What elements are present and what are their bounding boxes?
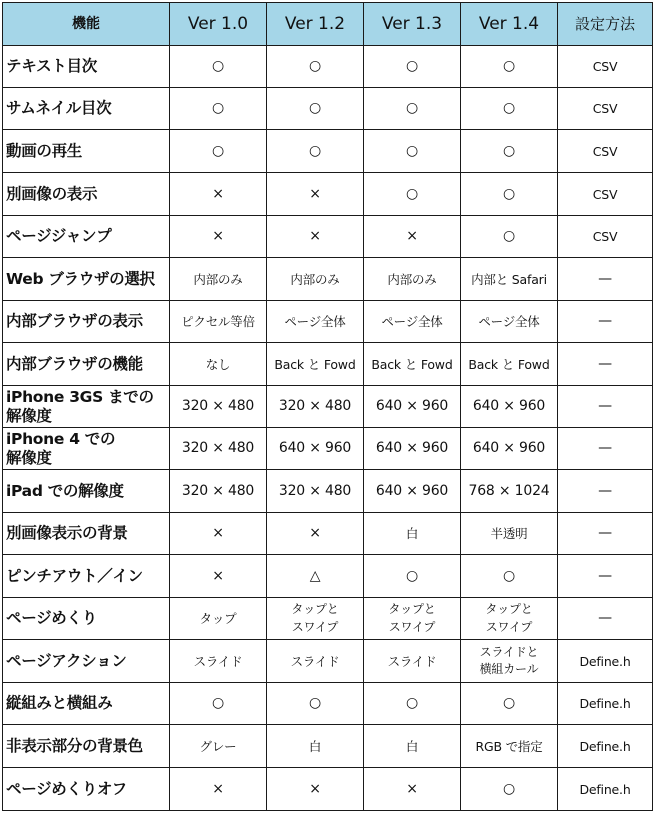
method-cell: —	[558, 258, 653, 301]
ver-1-3-cell: ○	[364, 683, 461, 725]
ver-1-0-cell: 内部のみ	[170, 258, 267, 301]
table-header-row	[3, 3, 653, 46]
feature-cell: ページジャンプ	[3, 216, 170, 258]
feature-comparison-table	[2, 2, 653, 811]
ver-1-3-cell: Back と Fowd	[364, 343, 461, 386]
method-cell: —	[558, 470, 653, 513]
ver-1-4-cell: 内部と Safari	[461, 258, 558, 301]
feature-cell: テキスト目次	[3, 46, 170, 88]
feature-cell: Web ブラウザの選択	[3, 258, 170, 301]
ver-1-3-cell: ×	[364, 768, 461, 811]
ver-1-3-cell: 白	[364, 725, 461, 768]
ver-1-0-cell: 320 × 480	[170, 386, 267, 428]
ver-1-0-cell: ○	[170, 683, 267, 725]
table-row	[3, 46, 653, 88]
ver-1-2-cell: 白	[267, 725, 364, 768]
ver-1-2-cell: ×	[267, 513, 364, 555]
ver-1-3-cell: ページ全体	[364, 301, 461, 343]
ver-1-2-cell: 320 × 480	[267, 386, 364, 428]
table-row	[3, 88, 653, 130]
ver-1-0-cell: ×	[170, 513, 267, 555]
table-row	[3, 513, 653, 555]
feature-cell: サムネイル目次	[3, 88, 170, 130]
ver-1-4-cell: ○	[461, 88, 558, 130]
table-row	[3, 343, 653, 386]
method-cell: CSV	[558, 88, 653, 130]
feature-cell: 別画像の表示	[3, 173, 170, 216]
ver-1-4-cell: 半透明	[461, 513, 558, 555]
ver-1-0-cell: ×	[170, 555, 267, 598]
table-row	[3, 258, 653, 301]
ver-1-3-cell: ○	[364, 130, 461, 173]
method-cell: Define.h	[558, 640, 653, 683]
feature-cell: 縦組みと横組み	[3, 683, 170, 725]
ver-1-0-cell: ×	[170, 216, 267, 258]
method-cell: —	[558, 598, 653, 640]
ver-1-3-cell: 白	[364, 513, 461, 555]
method-cell: CSV	[558, 173, 653, 216]
ver-1-0-cell: 320 × 480	[170, 428, 267, 470]
header-method: 設定方法	[558, 3, 653, 46]
header-feature: 機能	[3, 3, 170, 46]
feature-cell: 内部ブラウザの機能	[3, 343, 170, 386]
ver-1-2-cell: ×	[267, 216, 364, 258]
ver-1-2-cell: ○	[267, 130, 364, 173]
feature-cell: ピンチアウト／イン	[3, 555, 170, 598]
ver-1-3-cell: ○	[364, 173, 461, 216]
method-cell: CSV	[558, 130, 653, 173]
ver-1-4-cell: ○	[461, 46, 558, 88]
ver-1-3-cell: ○	[364, 46, 461, 88]
ver-1-4-cell: スライドと 横組カール	[461, 640, 558, 683]
ver-1-2-cell: スライド	[267, 640, 364, 683]
ver-1-0-cell: ○	[170, 46, 267, 88]
feature-cell: 別画像表示の背景	[3, 513, 170, 555]
table-row	[3, 640, 653, 683]
table-row	[3, 301, 653, 343]
ver-1-2-cell: 内部のみ	[267, 258, 364, 301]
table-row	[3, 598, 653, 640]
ver-1-2-cell: ○	[267, 46, 364, 88]
table-row	[3, 768, 653, 811]
feature-cell: 内部ブラウザの表示	[3, 301, 170, 343]
header-ver-1-2: Ver 1.2	[267, 3, 364, 46]
ver-1-0-cell: ○	[170, 130, 267, 173]
ver-1-2-cell: 640 × 960	[267, 428, 364, 470]
table-row	[3, 555, 653, 598]
ver-1-4-cell: ○	[461, 555, 558, 598]
ver-1-4-cell: タップと スワイプ	[461, 598, 558, 640]
ver-1-3-cell: 640 × 960	[364, 470, 461, 513]
ver-1-2-cell: ○	[267, 88, 364, 130]
method-cell: CSV	[558, 46, 653, 88]
ver-1-0-cell: 320 × 480	[170, 470, 267, 513]
ver-1-2-cell: タップと スワイプ	[267, 598, 364, 640]
table-row	[3, 683, 653, 725]
ver-1-4-cell: ○	[461, 173, 558, 216]
ver-1-2-cell: ページ全体	[267, 301, 364, 343]
feature-cell: ページめくりオフ	[3, 768, 170, 811]
ver-1-4-cell: ○	[461, 216, 558, 258]
feature-cell: 非表示部分の背景色	[3, 725, 170, 768]
feature-cell: iPhone 4 での 解像度	[3, 428, 170, 470]
ver-1-3-cell: タップと スワイプ	[364, 598, 461, 640]
header-ver-1-3: Ver 1.3	[364, 3, 461, 46]
method-cell: Define.h	[558, 683, 653, 725]
ver-1-2-cell: ○	[267, 683, 364, 725]
method-cell: —	[558, 513, 653, 555]
ver-1-4-cell: ○	[461, 130, 558, 173]
ver-1-3-cell: 640 × 960	[364, 428, 461, 470]
method-cell: —	[558, 343, 653, 386]
header-ver-1-0: Ver 1.0	[170, 3, 267, 46]
feature-cell: ページアクション	[3, 640, 170, 683]
ver-1-0-cell: なし	[170, 343, 267, 386]
ver-1-0-cell: スライド	[170, 640, 267, 683]
header-ver-1-4: Ver 1.4	[461, 3, 558, 46]
ver-1-4-cell: 640 × 960	[461, 428, 558, 470]
ver-1-0-cell: タップ	[170, 598, 267, 640]
ver-1-0-cell: グレー	[170, 725, 267, 768]
feature-cell: iPad での解像度	[3, 470, 170, 513]
table-row	[3, 216, 653, 258]
ver-1-2-cell: △	[267, 555, 364, 598]
ver-1-2-cell: Back と Fowd	[267, 343, 364, 386]
table-row	[3, 470, 653, 513]
ver-1-3-cell: ×	[364, 216, 461, 258]
ver-1-3-cell: スライド	[364, 640, 461, 683]
table-row	[3, 386, 653, 428]
feature-cell: iPhone 3GS までの 解像度	[3, 386, 170, 428]
table-row	[3, 428, 653, 470]
ver-1-4-cell: RGB で指定	[461, 725, 558, 768]
ver-1-2-cell: ×	[267, 173, 364, 216]
table-row	[3, 130, 653, 173]
ver-1-2-cell: 320 × 480	[267, 470, 364, 513]
ver-1-0-cell: ×	[170, 173, 267, 216]
feature-cell: 動画の再生	[3, 130, 170, 173]
ver-1-4-cell: Back と Fowd	[461, 343, 558, 386]
ver-1-4-cell: ○	[461, 768, 558, 811]
ver-1-2-cell: ×	[267, 768, 364, 811]
ver-1-0-cell: ピクセル等倍	[170, 301, 267, 343]
feature-cell: ページめくり	[3, 598, 170, 640]
ver-1-3-cell: 640 × 960	[364, 386, 461, 428]
ver-1-4-cell: ○	[461, 683, 558, 725]
method-cell: —	[558, 428, 653, 470]
ver-1-4-cell: 768 × 1024	[461, 470, 558, 513]
method-cell: CSV	[558, 216, 653, 258]
ver-1-4-cell: ページ全体	[461, 301, 558, 343]
table-row	[3, 173, 653, 216]
method-cell: —	[558, 301, 653, 343]
ver-1-0-cell: ○	[170, 88, 267, 130]
table-row	[3, 725, 653, 768]
ver-1-3-cell: ○	[364, 88, 461, 130]
ver-1-3-cell: 内部のみ	[364, 258, 461, 301]
ver-1-3-cell: ○	[364, 555, 461, 598]
method-cell: —	[558, 555, 653, 598]
ver-1-0-cell: ×	[170, 768, 267, 811]
method-cell: Define.h	[558, 725, 653, 768]
method-cell: —	[558, 386, 653, 428]
ver-1-4-cell: 640 × 960	[461, 386, 558, 428]
method-cell: Define.h	[558, 768, 653, 811]
table-body	[3, 46, 653, 811]
